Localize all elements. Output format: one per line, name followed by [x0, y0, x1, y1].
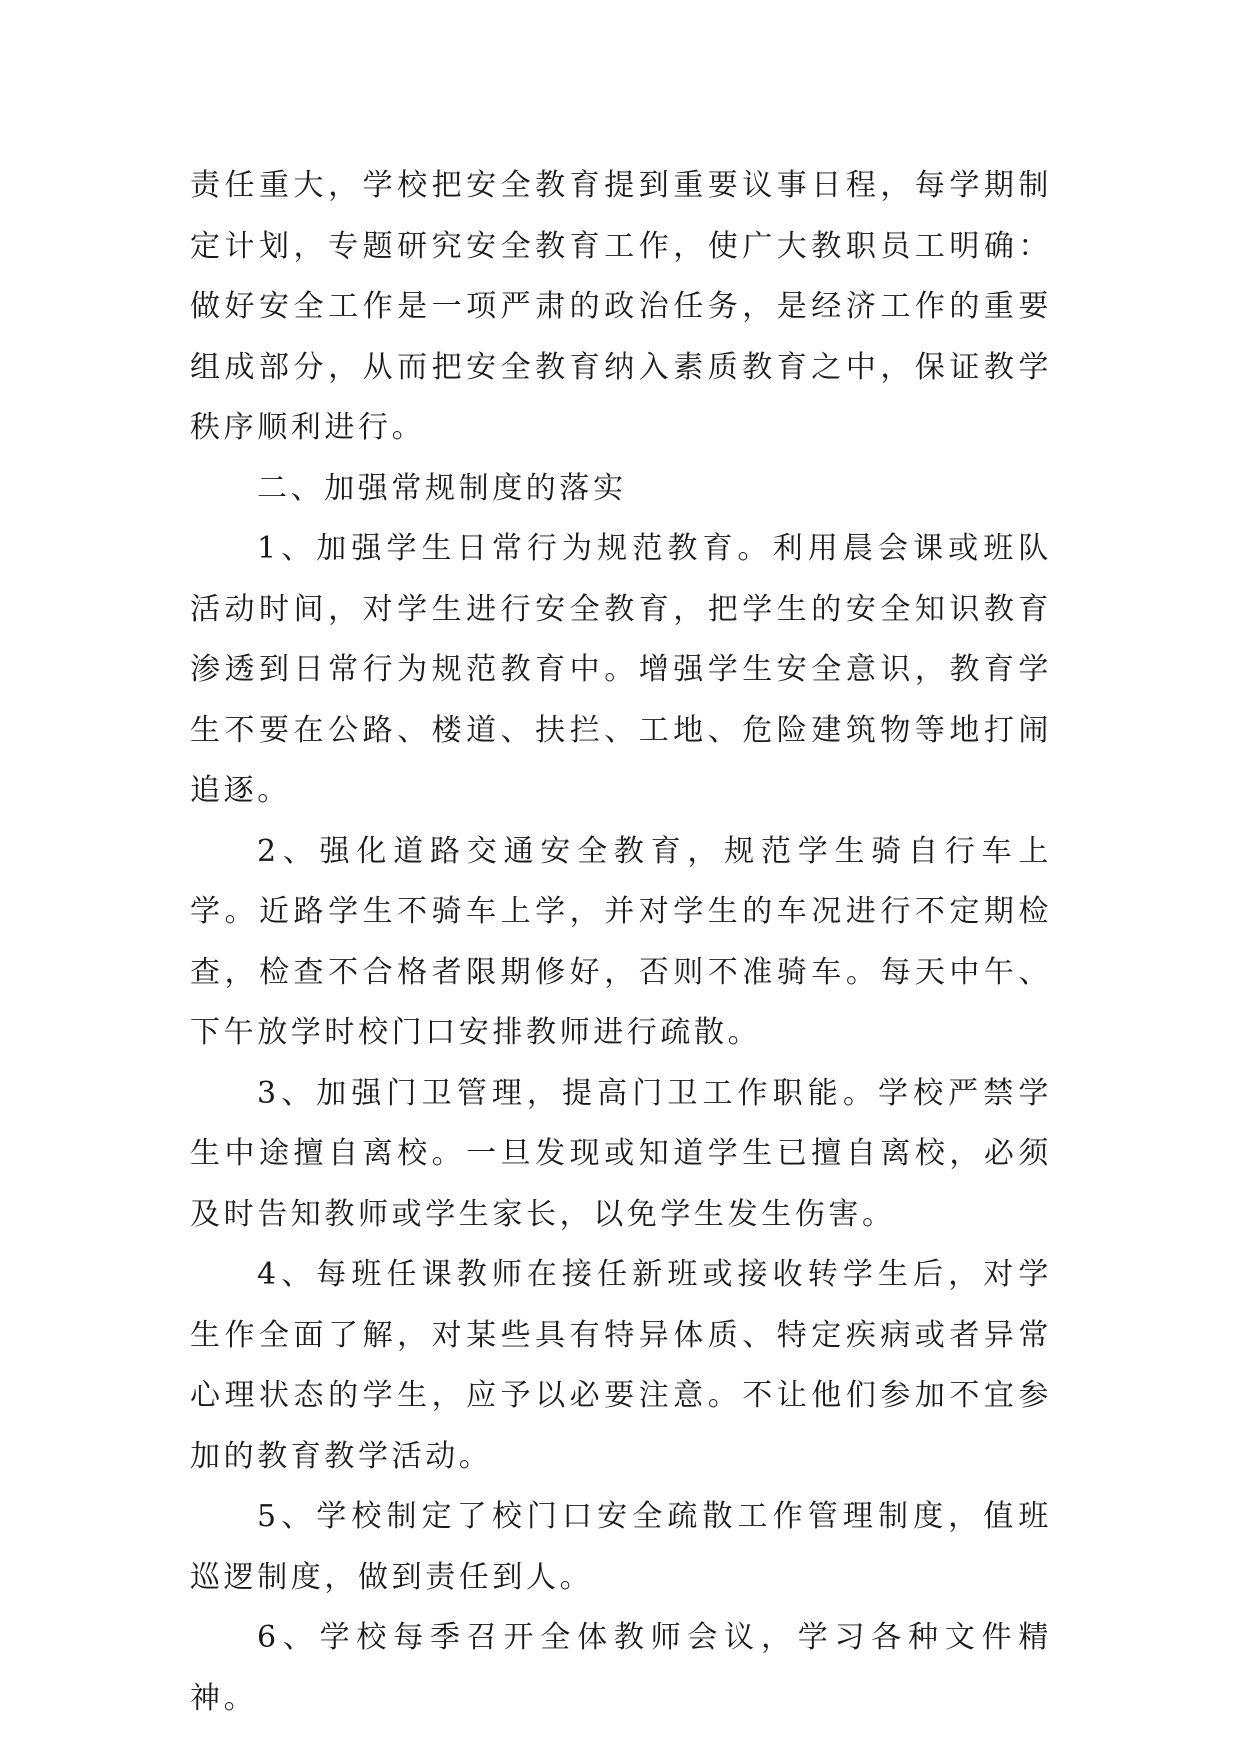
list-item: 2、强化道路交通安全教育，规范学生骑自行车上学。近路学生不骑车上学，并对学生的车况进行不定期检查，检查不合格者限期修好，否则不准骑车。每天中午、下午放学时校门口安排教师进行疏散。: [190, 833, 1052, 1050]
document-body: [190, 156, 1052, 1729]
list-item: 6、学校每季召开全体教师会议，学习各种文件精神。: [190, 1620, 1052, 1716]
list-item: 1、加强学生日常行为规范教育。利用晨会课或班队活动时间，对学生进行安全教育，把学生的安全知识教育渗透到日常行为规范教育中。增强学生安全意识，教育学生不要在公路、楼道、扶拦、工地、危险建筑物等地打闹追逐。: [190, 531, 1052, 808]
list-item: 5、学校制定了校门口安全疏散工作管理制度，值班巡逻制度，做到责任到人。: [190, 1499, 1052, 1595]
paragraph-continuation: 责任重大，学校把安全教育提到重要议事日程，每学期制定计划，专题研究安全教育工作，使广大教职员工明确：做好安全工作是一项严肃的政治任务，是经济工作的重要组成部分，从而把安全教育纳入素质教育之中，保证教学秩序顺利进行。: [190, 168, 1052, 445]
list-item: 3、加强门卫管理，提高门卫工作职能。学校严禁学生中途擅自离校。一旦发现或知道学生已擅自离校，必须及时告知教师或学生家长，以免学生发生伤害。: [190, 1075, 1052, 1232]
list-item: 4、每班任课教师在接任新班或接收转学生后，对学生作全面了解，对某些具有特异体质、特定疾病或者异常心理状态的学生，应予以必要注意。不让他们参加不宜参加的教育教学活动。: [190, 1257, 1052, 1474]
section-heading: 二、加强常规制度的落实: [257, 470, 627, 506]
